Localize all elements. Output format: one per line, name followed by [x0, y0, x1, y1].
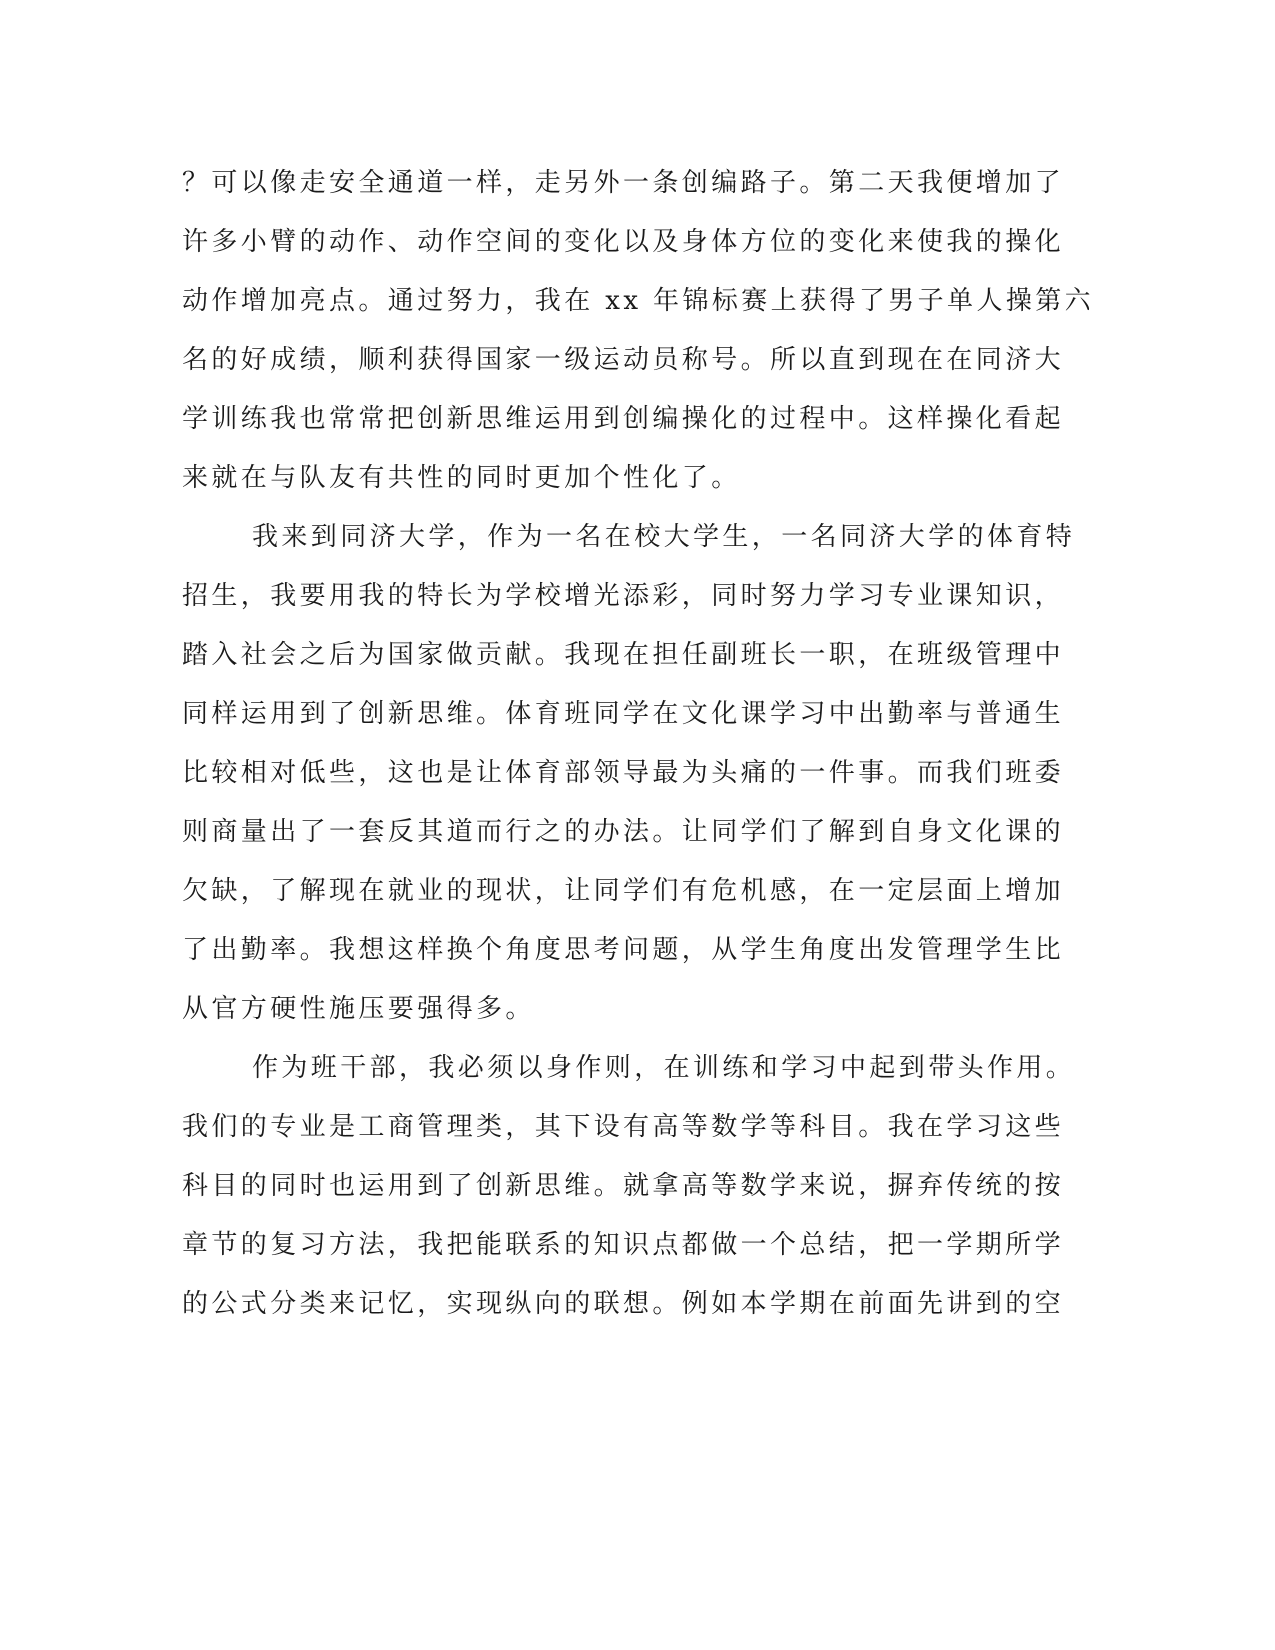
text-line: 名的好成绩，顺利获得国家一级运动员称号。所以直到现在在同济大 — [182, 345, 1065, 375]
text-line: 招生，我要用我的特长为学校增光添彩，同时努力学习专业课知识， — [182, 581, 1065, 611]
text-line: 我们的专业是工商管理类，其下设有高等数学等科目。我在学习这些 — [182, 1112, 1065, 1142]
text-line: 科目的同时也运用到了创新思维。就拿高等数学来说，摒弃传统的按 — [182, 1171, 1065, 1201]
paragraph-first-line: 作为班干部，我必须以身作则，在训练和学习中起到带头作用。 — [252, 1053, 1076, 1083]
text-line: 许多小臂的动作、动作空间的变化以及身体方位的变化来使我的操化 — [182, 227, 1065, 257]
text-line: 的公式分类来记忆，实现纵向的联想。例如本学期在前面先讲到的空 — [182, 1289, 1065, 1319]
text-line: ？可以像走安全通道一样，走另外一条创编路子。第二天我便增加了 — [182, 168, 1065, 198]
text-line: 了出勤率。我想这样换个角度思考问题，从学生角度出发管理学生比 — [182, 935, 1065, 965]
text-line: 踏入社会之后为国家做贡献。我现在担任副班长一职，在班级管理中 — [182, 640, 1065, 670]
text-line: 来就在与队友有共性的同时更加个性化了。 — [182, 463, 741, 493]
text-line: 同样运用到了创新思维。体育班同学在文化课学习中出勤率与普通生 — [182, 699, 1065, 729]
body-text — [182, 157, 1095, 1337]
text-line: 学训练我也常常把创新思维运用到创编操化的过程中。这样操化看起 — [182, 404, 1065, 434]
text-line: 章节的复习方法，我把能联系的知识点都做一个总结，把一学期所学 — [182, 1230, 1065, 1260]
text-line: 动作增加亮点。通过努力，我在 xx 年锦标赛上获得了男子单人操第六 — [182, 286, 1095, 316]
paragraph-first-line: 我来到同济大学，作为一名在校大学生，一名同济大学的体育特 — [252, 522, 1076, 552]
text-line: 比较相对低些，这也是让体育部领导最为头痛的一件事。而我们班委 — [182, 758, 1065, 788]
text-line: 从官方硬性施压要强得多。 — [182, 994, 535, 1024]
text-line: 欠缺，了解现在就业的现状，让同学们有危机感，在一定层面上增加 — [182, 876, 1065, 906]
text-line: 则商量出了一套反其道而行之的办法。让同学们了解到自身文化课的 — [182, 817, 1065, 847]
